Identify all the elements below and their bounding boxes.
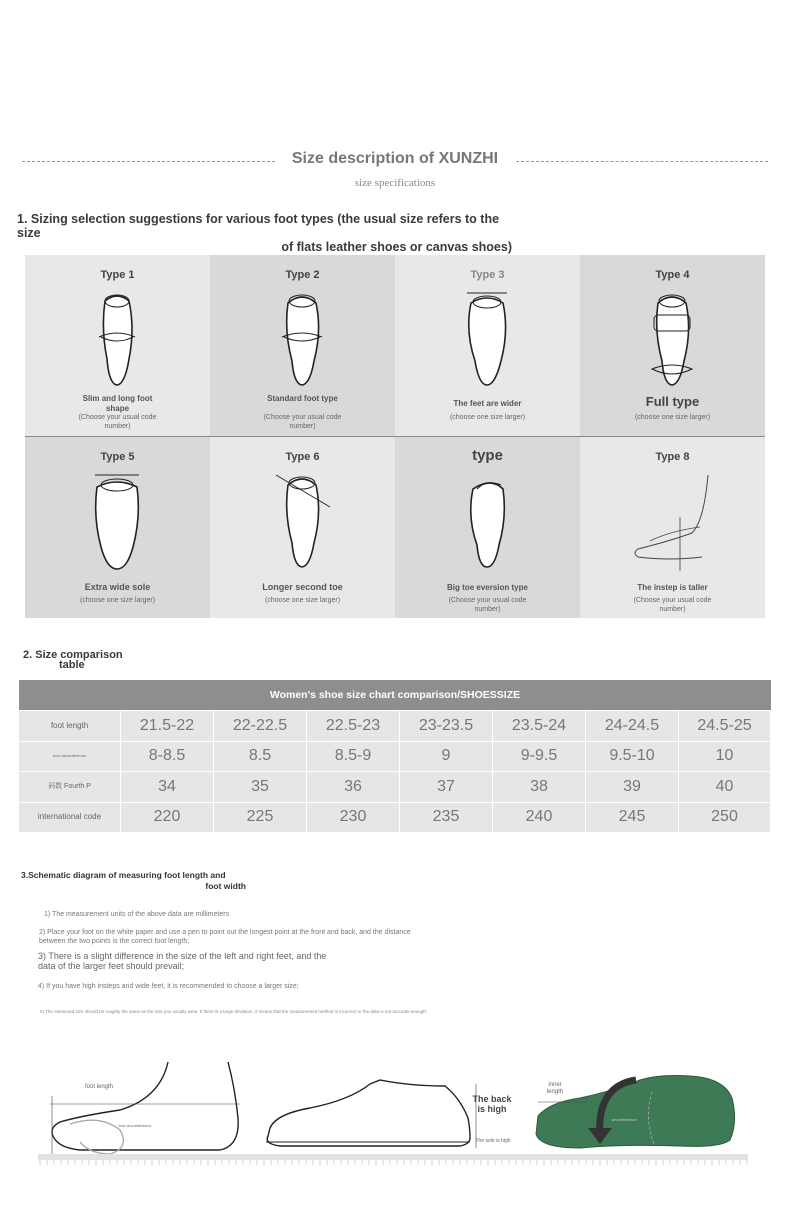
back-high-label: The back is high [472, 1094, 512, 1114]
foot-type-sub: (choose one size larger) [634, 414, 711, 421]
row-label: foot length [19, 711, 120, 741]
shoe-side-illustration [266, 1080, 476, 1148]
table-cell: 225 [213, 803, 306, 833]
foot-type-card-3 [395, 255, 580, 436]
table-cell: 24.5-25 [678, 711, 770, 741]
foot-type-desc: Longer second toe [262, 582, 343, 592]
foot-type-name: Type 1 [100, 269, 135, 281]
foot-type-desc: The feet are wider [453, 399, 522, 408]
size-description-header [0, 148, 790, 194]
bunion-foot-icon [447, 471, 527, 571]
foot-type-card-5 [25, 437, 210, 618]
foot-type-grid [25, 255, 765, 618]
foot-type-desc: Extra wide sole [84, 582, 151, 592]
note-3a: 3) There is a slight difference in the size of the left and right feet, and the [38, 951, 327, 961]
foot-type-sub: (choose one size larger) [264, 597, 341, 604]
table-row [19, 741, 771, 772]
section3-line1: 3.Schematic diagram of measuring foot length and [21, 870, 226, 880]
table-cell: 37 [399, 772, 492, 802]
foot-type-desc: Standard foot type [267, 394, 338, 403]
high-instep-foot-icon [620, 471, 720, 571]
table-cell: 220 [120, 803, 213, 833]
foot-type-sub: (Choose your usual code number) [263, 414, 342, 430]
size-comparison-table [19, 680, 771, 832]
table-cell: 39 [585, 772, 678, 802]
note-2b: between the two points is the correct foot length; [39, 938, 190, 945]
table-cell: 8.5 [213, 742, 306, 772]
circumference-label: foot circumference [118, 1123, 152, 1128]
extra-wide-foot-icon [77, 471, 157, 571]
full-foot-icon [632, 289, 712, 389]
foot-type-sub: (Choose your usual code number) [633, 597, 712, 613]
note-5: 5) The measured size should be roughly the same as the size you usually wear. If there is a large deviation, it means that the measurement method is incorrect or the data is not accurate enough; [40, 1009, 428, 1014]
table-cell: 23-23.5 [399, 711, 492, 741]
foot-side-illustration [50, 1062, 240, 1158]
inner-length-label: inner length [546, 1082, 564, 1095]
foot-type-name: Type 5 [100, 451, 135, 463]
table-cell: 36 [306, 772, 399, 802]
note-1: 1) The measurement units of the above data are millimeters [44, 911, 230, 918]
foot-type-name: Type 3 [470, 269, 505, 281]
foot-type-desc: Slim and long foot shape [82, 394, 153, 413]
foot-type-card-2 [210, 255, 395, 436]
table-row [19, 710, 771, 741]
sole-high-label: The sole is high [475, 1138, 511, 1144]
table-cell: 9.5-10 [585, 742, 678, 772]
section2-heading [23, 650, 123, 670]
foot-type-sub: (choose one size larger) [79, 597, 156, 604]
foot-length-label: foot length [84, 1084, 114, 1090]
foot-type-card-4 [580, 255, 765, 436]
foot-type-sub: (Choose your usual code number) [448, 597, 527, 613]
row-label: international code [19, 803, 120, 833]
row-label: foot circumference [19, 742, 120, 772]
table-cell: 34 [120, 772, 213, 802]
table-cell: 9-9.5 [492, 742, 585, 772]
table-cell: 250 [678, 803, 770, 833]
foot-type-card-1 [25, 255, 210, 436]
last-circumference-label: circumference [611, 1117, 637, 1122]
table-cell: 8-8.5 [120, 742, 213, 772]
foot-type-name: type [472, 447, 503, 464]
table-cell: 22-22.5 [213, 711, 306, 741]
table-row [19, 802, 771, 833]
wide-foot-icon [447, 289, 527, 389]
table-cell: 235 [399, 803, 492, 833]
table-cell: 35 [213, 772, 306, 802]
table-cell: 10 [678, 742, 770, 772]
table-cell: 230 [306, 803, 399, 833]
slim-foot-icon [77, 289, 157, 389]
table-cell: 22.5-23 [306, 711, 399, 741]
foot-type-sub: (Choose your usual code number) [78, 414, 157, 430]
table-cell: 21.5-22 [120, 711, 213, 741]
section2-line1: 2. Size comparison [23, 649, 123, 661]
table-cell: 38 [492, 772, 585, 802]
foot-type-name: Type 4 [655, 269, 690, 281]
foot-type-desc: The instep is taller [637, 583, 708, 592]
foot-type-card-8 [580, 437, 765, 618]
table-cell: 23.5-24 [492, 711, 585, 741]
foot-type-name: Type 2 [285, 269, 320, 281]
section1-line2: of flats leather shoes or canvas shoes) [281, 240, 512, 254]
note-4: 4) If you have high insteps and wide feet, it is recommended to choose a larger size; [38, 983, 299, 990]
table-cell: 8.5-9 [306, 742, 399, 772]
note-2a: 2) Place your foot on the white paper and use a pen to point out the longest point at the front and back, and the distance [39, 929, 411, 936]
note-3b: data of the larger feet should prevail; [38, 961, 185, 971]
foot-type-name: Type 6 [285, 451, 320, 463]
table-cell: 240 [492, 803, 585, 833]
foot-type-desc: Big toe eversion type [447, 583, 528, 592]
section1-line1: 1. Sizing selection suggestions for various foot types (the usual size refers to the size [17, 212, 500, 240]
foot-type-desc: Full type [645, 394, 700, 409]
measuring-ruler [38, 1154, 748, 1168]
page-subtitle: size specifications [354, 177, 436, 189]
table-cell: 245 [585, 803, 678, 833]
table-cell: 24-24.5 [585, 711, 678, 741]
standard-foot-icon [262, 289, 342, 389]
foot-type-card-6 [210, 437, 395, 618]
second-toe-foot-icon [262, 471, 342, 571]
table-row [19, 771, 771, 802]
ruler-ticks [40, 1160, 747, 1165]
row-label: 码数 Fourth P [19, 772, 120, 802]
foot-type-sub: (choose one size larger) [449, 414, 526, 421]
table-cell: 9 [399, 742, 492, 772]
page-title: Size description of XUNZHI [291, 150, 499, 167]
foot-type-name: Type 8 [655, 451, 690, 463]
foot-type-card-7 [395, 437, 580, 618]
table-title: Women's shoe size chart comparison/SHOESSIZE [19, 680, 771, 710]
section1-heading [14, 212, 512, 254]
section3-line2: foot width [205, 881, 246, 891]
table-cell: 40 [678, 772, 770, 802]
section3-heading [21, 870, 246, 892]
section2-line2: table [59, 659, 85, 671]
